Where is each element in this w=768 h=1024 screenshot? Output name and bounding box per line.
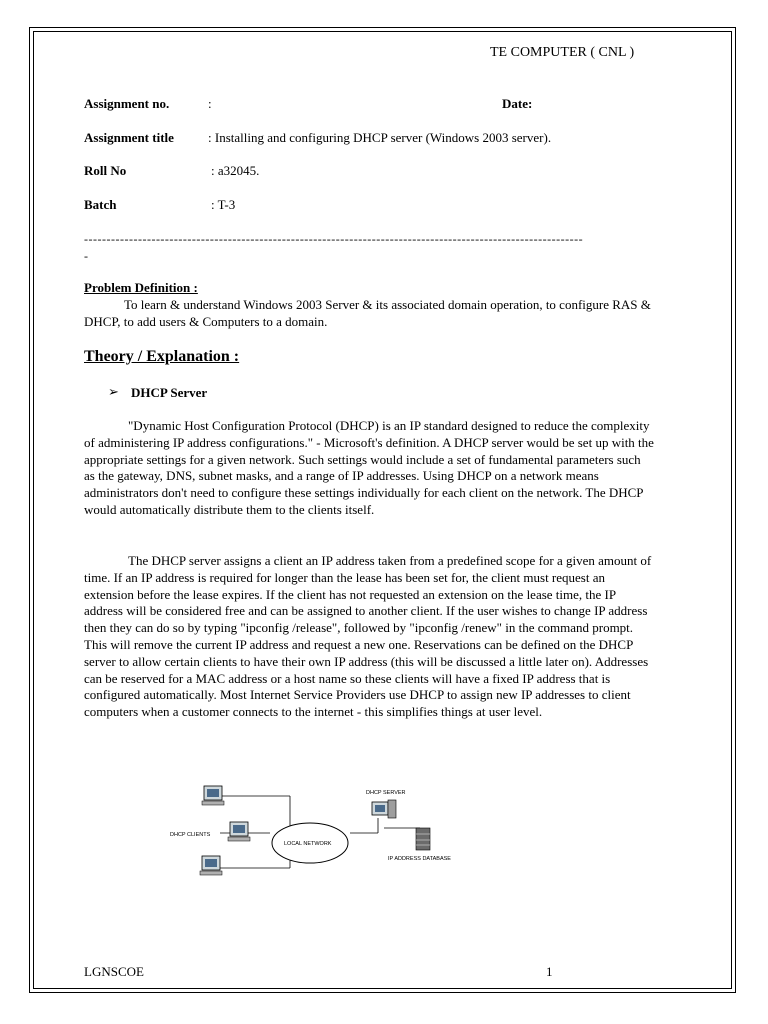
- server-computer-icon: [372, 800, 396, 818]
- assignment-title-value: : Installing and configuring DHCP server (Windows 2003 server).: [208, 130, 552, 145]
- assignment-title-label: Assignment title: [84, 130, 174, 145]
- page-number: 1: [546, 964, 553, 979]
- ip-address-database-label: IP ADDRESS DATABASE: [388, 856, 451, 862]
- course-header: TE COMPUTER ( CNL ): [490, 45, 635, 60]
- problem-definition-text: To learn & understand Windows 2003 Server & its associated domain operation, to configure RAS & DHCP, to add users & Computers to a domain.: [84, 297, 651, 329]
- assignment-no-colon: :: [208, 96, 212, 111]
- batch-label: Batch: [84, 197, 117, 212]
- dhcp-network-diagram: [160, 778, 480, 888]
- footer-college: LGNSCOE: [84, 964, 144, 979]
- client-computer-icon: [200, 856, 222, 875]
- separator-line: ---------------------------------------------------------------------------------------------------------------: [84, 232, 584, 246]
- roll-no-value: : a32045.: [211, 163, 260, 178]
- local-network-label: LOCAL NETWORK: [284, 841, 332, 847]
- dhcp-server-label: DHCP SERVER: [366, 790, 406, 796]
- paragraph-1: "Dynamic Host Configuration Protocol (DHCP) is an IP standard designed to reduce the complexity of administering IP address configurations." - Microsoft's definition. A DHCP server would be set up with the appropriate settings for a given network. Such settings would include a set of fundamental parameters such as the gateway, DNS, subnet masks, and a range of IP addresses. Using DHCP on a network means administrators don't need to configure these settings individually for each client on the network. The DHCP would automatically distribute them to the clients itself.: [84, 418, 654, 517]
- dhcp-server-heading: DHCP Server: [131, 385, 208, 400]
- database-icon: [416, 828, 430, 850]
- theory-title: Theory / Explanation :: [84, 348, 240, 365]
- arrow-bullet-icon: ➢: [108, 384, 119, 399]
- batch-value: : T-3: [211, 197, 236, 212]
- dhcp-clients-label: DHCP CLIENTS: [170, 832, 211, 838]
- roll-no-label: Roll No: [84, 163, 127, 178]
- problem-definition-title: Problem Definition :: [84, 280, 198, 295]
- client-computer-icon: [228, 822, 250, 841]
- paragraph-2: The DHCP server assigns a client an IP address taken from a predefined scope for a given amount of time. If an IP address is required for longer than the lease has been set for, the client must request an extension before the lease expires. If the client has not requested an extension on the lease time, the IP address will be considered free and can be assigned to another client. If the user wishes to change IP address then they can do so by typing "ipconfig /release", followed by "ipconfig /renew" in the command prompt. This will remove the current IP address and request a new one. Reservations can be defined on the DHCP server to allow certain clients to have their own IP address (this will be discussed a little later on). Addresses can be reserved for a MAC address or a host name so these clients will have a fixed IP address that is configured automatically. Most Internet Service Providers use DHCP to assign new IP addresses to client computers when a customer connects to the internet - this simplifies things at user level.: [84, 553, 652, 720]
- separator-tail: -: [84, 249, 88, 263]
- assignment-no-label: Assignment no.: [84, 96, 170, 111]
- date-label: Date:: [502, 96, 533, 111]
- client-computer-icon: [202, 786, 224, 805]
